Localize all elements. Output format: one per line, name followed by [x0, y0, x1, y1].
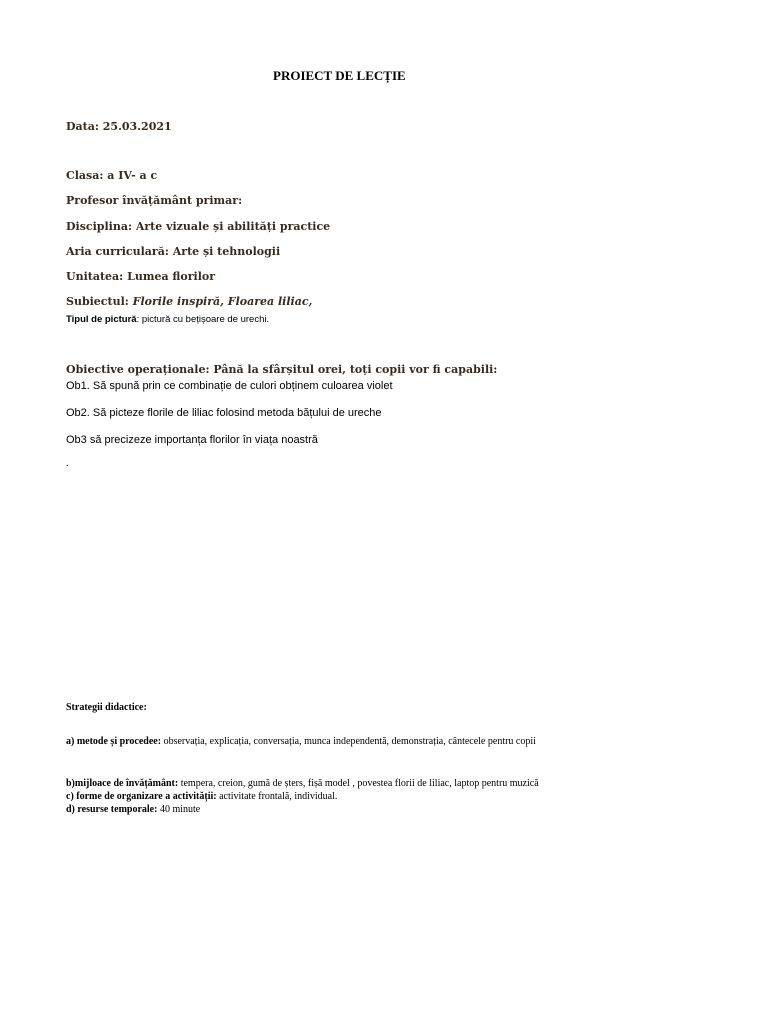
- strategy-a: [66, 736, 536, 747]
- strategy-d-label: d) resurse temporale:: [66, 804, 158, 815]
- discipline-line: Disciplina: Arte vizuale și abilități practice: [66, 220, 331, 233]
- stray-dot: .: [66, 458, 69, 469]
- subject-line: [66, 295, 312, 308]
- strategy-b-value: tempera, creion, gumă de șters, fișă model , povestea florii de liliac, laptop pentru muzică: [178, 778, 539, 789]
- objective-3: Ob3 să precizeze importanța florilor în viața noastră: [66, 434, 318, 446]
- unit-value: Lumea florilor: [127, 270, 216, 283]
- objectives-heading: Obiective operaționale: Până la sfârșitul orei, toți copii vor fi capabili:: [66, 363, 498, 376]
- strategy-d: [66, 804, 200, 815]
- strategy-c-value: activitate frontală, individual.: [216, 791, 338, 802]
- painting-type-value: : pictură cu bețișoare de urechi.: [136, 314, 270, 325]
- teacher-line: Profesor învățământ primar:: [66, 194, 243, 207]
- strategy-c-label: c) forme de organizare a activității:: [66, 791, 217, 802]
- strategy-c: [66, 791, 337, 802]
- unit-label: Unitatea:: [66, 270, 124, 283]
- objective-1: Ob1. Să spună prin ce combinație de culori obținem culoarea violet: [66, 380, 393, 392]
- unit-line: [66, 270, 215, 283]
- strategy-d-value: 40 minute: [157, 804, 201, 815]
- strategy-b-label: b)mijloace de învățământ:: [66, 778, 179, 789]
- objective-2: Ob2. Să picteze florile de liliac folosind metoda bățului de ureche: [66, 407, 382, 419]
- page-title: PROIECT DE LECȚIE: [273, 68, 406, 83]
- class-line: Clasa: a IV- a c: [66, 169, 158, 182]
- strategy-a-label: a) metode și procedee:: [66, 736, 162, 747]
- subject-value: Florile inspiră, Floarea liliac,: [132, 295, 313, 308]
- subject-label: Subiectul:: [66, 295, 129, 308]
- painting-type-label: Tipul de pictură: [66, 314, 137, 325]
- painting-type-line: [66, 314, 269, 325]
- curricular-area-line: Aria curriculară: Arte și tehnologii: [66, 245, 281, 258]
- date-line: Data: 25.03.2021: [66, 120, 172, 133]
- strategy-b: [66, 778, 539, 789]
- strategy-a-value: observația, explicația, conversația, munca independentă, demonstrația, cântecele pentru copii: [161, 736, 536, 747]
- strategies-heading: Strategii didactice:: [66, 702, 147, 713]
